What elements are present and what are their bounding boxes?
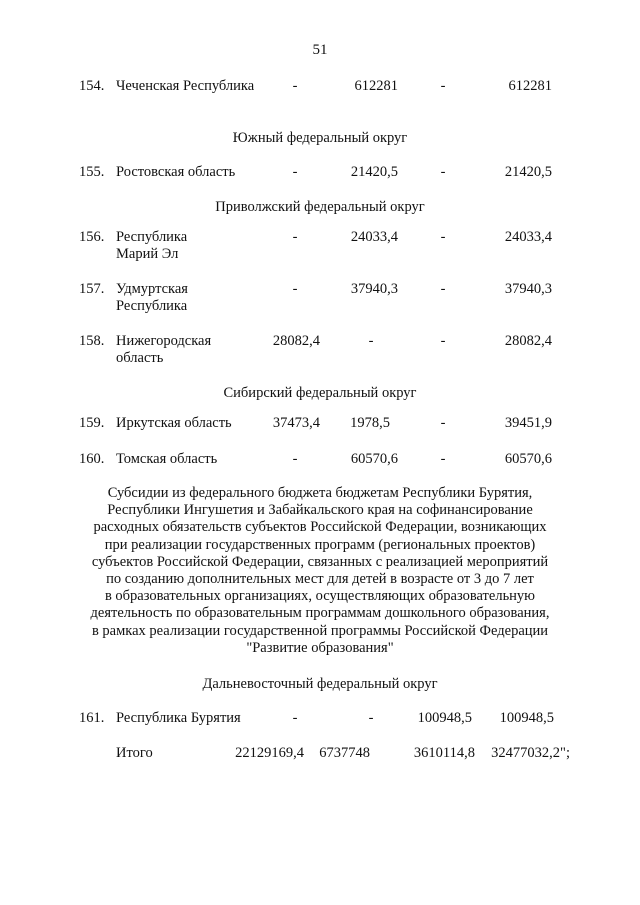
paragraph-line: по созданию дополнительных мест для детей в возрасте от 3 до 7 лет [106, 571, 534, 588]
total-cell: 28082,4 [504, 333, 552, 349]
value-cell: 24033,4 [350, 229, 398, 245]
empty-cell: - [440, 78, 446, 94]
paragraph-line: Республики Ингушетия и Забайкальского края на софинансирование [107, 502, 533, 519]
total-cell: 21420,5 [504, 164, 552, 180]
row-number: 157. [79, 281, 105, 297]
region-name: Нижегородская область [116, 333, 212, 366]
total-cell: 37940,3 [504, 281, 552, 297]
value-cell: 1978,5 [350, 415, 390, 431]
value-cell: 21420,5 [350, 164, 398, 180]
district-heading: Южный федеральный округ [232, 130, 408, 146]
empty-cell: - [440, 415, 446, 431]
paragraph-line: при реализации государственных программ (региональных проектов) [104, 536, 536, 553]
value-cell: 28082,4 [272, 333, 320, 349]
row-number: 160. [79, 451, 105, 467]
empty-cell: - [292, 164, 298, 180]
empty-cell: - [292, 451, 298, 467]
empty-cell: - [292, 229, 298, 245]
row-number: 154. [79, 78, 105, 94]
table-row [0, 333, 640, 369]
empty-cell: - [292, 281, 298, 297]
row-number: 156. [79, 229, 105, 245]
paragraph-line: субъектов Российской Федерации, связанных с реализацией мероприятий [91, 553, 549, 570]
district-heading: Приволжский федеральный округ [215, 199, 425, 215]
page-number: 51 [312, 42, 328, 58]
table-row [0, 710, 640, 746]
region-name: Ростовская область [116, 164, 236, 180]
value-cell: 3610114,8 [413, 745, 475, 761]
paragraph-line: в образовательных организациях, осуществляющих образовательную [104, 588, 536, 605]
paragraph-line: Субсидии из федерального бюджета бюджетам Республики Бурятия, [107, 485, 533, 501]
region-name: Удмуртская Республика [116, 281, 188, 314]
paragraph-line: деятельность по образовательным программам дошкольного образования, [90, 605, 550, 622]
paragraph-line: расходных обязательств субъектов Российской Федерации, возникающих [93, 519, 547, 536]
value-cell: 37940,3 [350, 281, 398, 297]
value-cell: 612281 [354, 78, 398, 94]
region-name: Чеченская Республика [116, 78, 255, 94]
empty-cell: - [440, 164, 446, 180]
table-row [0, 451, 640, 487]
table-row [0, 78, 640, 114]
value-cell: 60570,6 [350, 451, 398, 467]
district-heading: Дальневосточный федеральный округ [202, 676, 438, 692]
total-cell: 612281 [508, 78, 552, 94]
district-heading: Сибирский федеральный округ [223, 385, 417, 401]
empty-cell: - [368, 710, 374, 726]
value-cell: 22129169,4 [235, 745, 304, 761]
total-cell: 39451,9 [504, 415, 552, 431]
subsidy-description [70, 485, 570, 657]
total-label: Итого [116, 745, 153, 761]
region-name: Томская область [116, 451, 218, 467]
table-row [0, 164, 640, 200]
empty-cell: - [292, 710, 298, 726]
empty-cell: - [440, 333, 446, 349]
row-number: 161. [79, 710, 105, 726]
total-cell: 100948,5 [499, 710, 554, 726]
empty-cell: - [440, 229, 446, 245]
paragraph-line: "Развитие образования" [246, 639, 394, 656]
region-name: Республика Бурятия [116, 710, 241, 726]
empty-cell: - [440, 281, 446, 297]
total-cell: 32477032,2"; [491, 745, 570, 761]
total-cell: 60570,6 [504, 451, 552, 467]
row-number: 155. [79, 164, 105, 180]
total-row [0, 745, 640, 781]
total-cell: 24033,4 [504, 229, 552, 245]
value-cell: 6737748 [319, 745, 370, 761]
table-row [0, 415, 640, 451]
paragraph-line: в рамках реализации государственной программы Российской Федерации [91, 622, 549, 639]
region-name: Иркутская область [116, 415, 232, 431]
empty-cell: - [292, 78, 298, 94]
empty-cell: - [368, 333, 374, 349]
table-row [0, 281, 640, 317]
row-number: 158. [79, 333, 105, 349]
value-cell: 37473,4 [272, 415, 320, 431]
table-row [0, 229, 640, 265]
empty-cell: - [440, 451, 446, 467]
region-name: Республика Марий Эл [116, 229, 188, 262]
value-cell: 100948,5 [417, 710, 472, 726]
row-number: 159. [79, 415, 105, 431]
